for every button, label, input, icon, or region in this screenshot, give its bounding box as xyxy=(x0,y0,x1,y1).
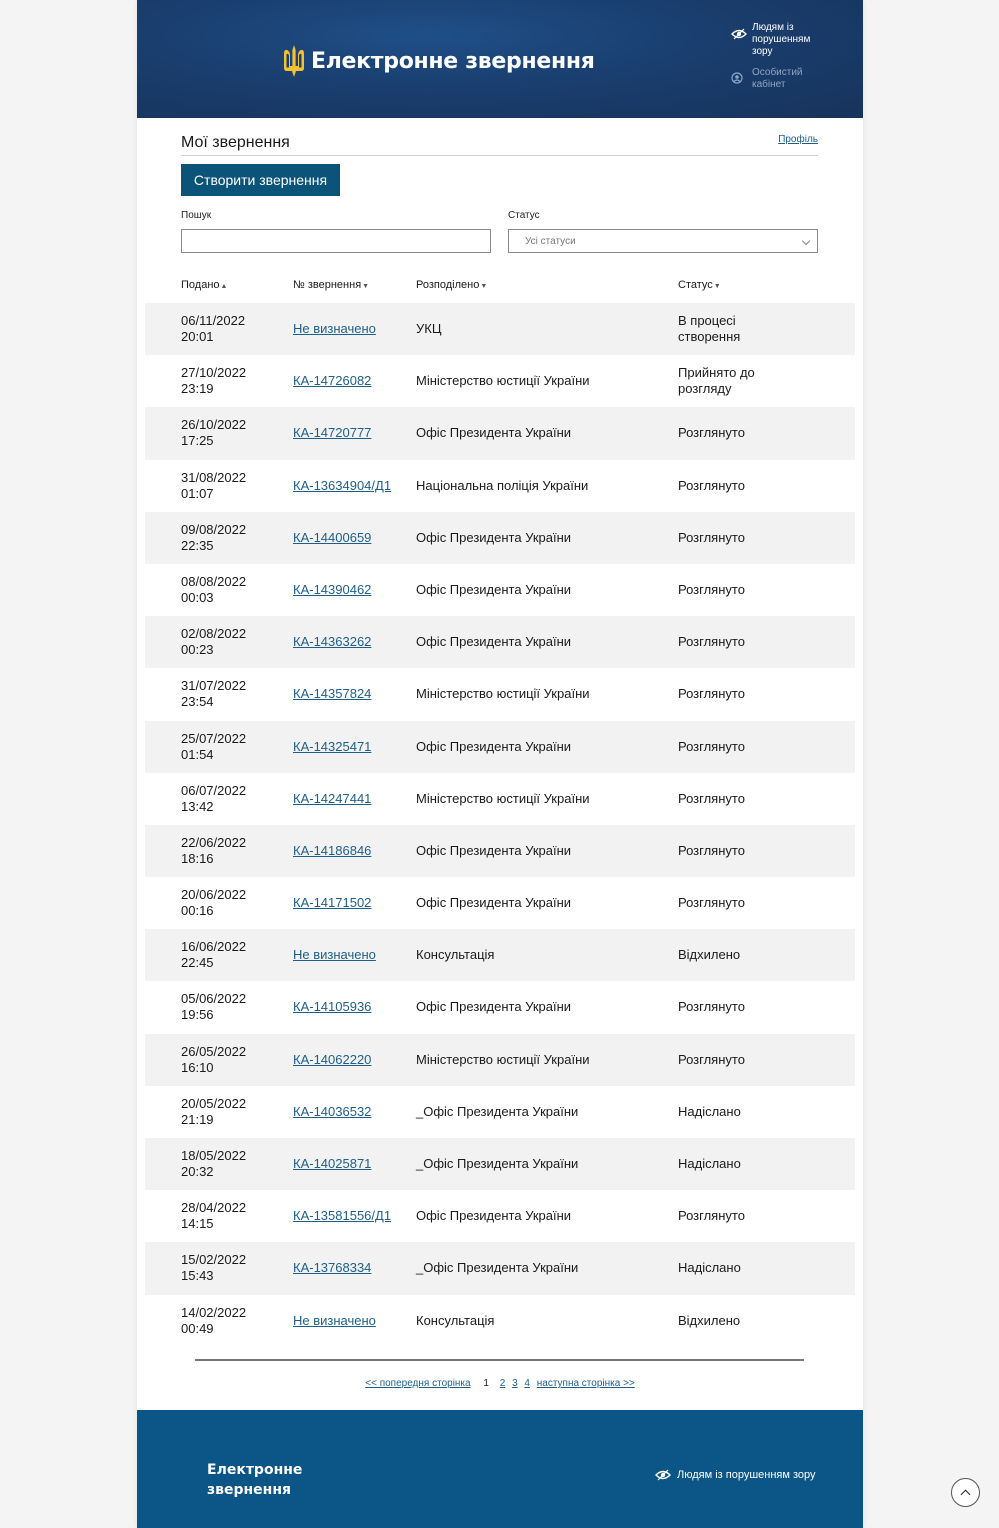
submitted-time: 16:10 xyxy=(181,1059,214,1075)
assigned-org: Офіс Президента України xyxy=(416,1208,572,1224)
appeal-number-link[interactable]: КА-14390462 xyxy=(293,581,372,597)
assigned-org: Офіс Президента України xyxy=(416,529,572,545)
status-cell: Розглянуто xyxy=(678,999,745,1015)
site-header xyxy=(137,0,863,118)
assigned-org: Офіс Президента України xyxy=(416,581,572,597)
appeal-number-link[interactable]: КА-14357824 xyxy=(293,686,372,702)
current-page: 1 xyxy=(483,1378,489,1389)
status-cell: Розглянуто xyxy=(678,738,745,754)
table-header xyxy=(137,279,863,295)
assigned-org: _Офіс Президента України xyxy=(416,1103,579,1119)
table-row xyxy=(145,1295,855,1347)
submitted-cell xyxy=(181,626,271,658)
submitted-cell xyxy=(181,470,271,502)
status-cell: Відхилено xyxy=(678,947,741,963)
submitted-time: 00:16 xyxy=(181,903,214,919)
status-cell: Надіслано xyxy=(678,1156,741,1171)
submitted-date: 08/08/2022 xyxy=(181,573,247,589)
appeal-number-link[interactable]: КА-14400659 xyxy=(293,529,372,545)
eye-icon xyxy=(655,1469,671,1481)
status-cell: Відхилено xyxy=(678,1312,741,1328)
page-container xyxy=(137,0,863,1528)
status-label: Статус xyxy=(508,210,540,221)
footer-a11y-link[interactable] xyxy=(655,1469,816,1481)
assigned-org: Міністерство юстиції України xyxy=(416,373,590,389)
trident-icon xyxy=(283,44,305,78)
status-cell: В процесі створення xyxy=(678,313,741,344)
assigned-org: Офіс Президента України xyxy=(416,634,572,650)
appeal-number-link[interactable]: КА-14062220 xyxy=(293,1051,372,1067)
submitted-cell xyxy=(181,1044,271,1076)
page-title: Мої звернення xyxy=(181,134,290,151)
submitted-date: 05/06/2022 xyxy=(181,991,247,1007)
appeal-number-link[interactable]: КА-14247441 xyxy=(293,790,372,806)
table-row xyxy=(145,721,855,773)
submitted-cell xyxy=(181,365,271,397)
appeal-number-link[interactable]: КА-14720777 xyxy=(293,425,372,441)
submitted-cell xyxy=(181,835,271,867)
table-row xyxy=(145,981,855,1033)
assigned-org: Консультація xyxy=(416,947,495,963)
table-row xyxy=(145,460,855,512)
submitted-time: 22:35 xyxy=(181,537,214,553)
column-header-assigned[interactable]: Розподілено▼ xyxy=(416,279,488,291)
status-cell: Розглянуто xyxy=(678,425,745,441)
submitted-cell xyxy=(181,887,271,919)
submitted-date: 27/10/2022 xyxy=(181,365,247,381)
submitted-date: 20/05/2022 xyxy=(181,1095,247,1111)
submitted-time: 17:25 xyxy=(181,433,214,449)
cabinet-link-label: Особистий кабінет xyxy=(752,67,803,90)
create-appeal-button[interactable]: Створити звернення xyxy=(181,164,340,196)
appeal-number-link[interactable]: КА-14171502 xyxy=(293,895,372,911)
submitted-time: 00:03 xyxy=(181,589,214,605)
site-footer xyxy=(137,1410,863,1528)
status-select-value: Усі статуси xyxy=(525,236,576,247)
prev-page-link[interactable]: << попередня сторінка xyxy=(365,1378,471,1389)
status-cell: Розглянуто xyxy=(678,634,745,650)
appeal-number-link[interactable]: КА-14036532 xyxy=(293,1103,372,1119)
column-header-number[interactable]: № звернення▼ xyxy=(293,279,370,291)
assigned-org: Офіс Президента України xyxy=(416,999,572,1015)
appeal-number-link[interactable]: КА-14363262 xyxy=(293,634,372,650)
assigned-org: Національна поліція України xyxy=(416,477,589,493)
submitted-date: 14/02/2022 xyxy=(181,1304,247,1320)
submitted-date: 06/07/2022 xyxy=(181,782,247,798)
submitted-date: 26/05/2022 xyxy=(181,1043,247,1059)
status-cell: Розглянуто xyxy=(678,1051,745,1067)
submitted-time: 20:01 xyxy=(181,329,214,344)
status-select[interactable] xyxy=(508,229,818,253)
a11y-link-label: Людям із порушенням зору xyxy=(752,22,811,57)
assigned-org: Міністерство юстиції України xyxy=(416,1051,590,1067)
submitted-time: 19:56 xyxy=(181,1007,214,1023)
a11y-link[interactable] xyxy=(731,22,831,58)
submitted-cell xyxy=(181,939,271,971)
appeals-table xyxy=(145,303,855,1347)
submitted-date: 18/05/2022 xyxy=(181,1148,247,1163)
title-row xyxy=(181,130,818,156)
chevron-up-icon xyxy=(961,1490,971,1500)
submitted-cell xyxy=(181,522,271,554)
submitted-time: 00:49 xyxy=(181,1320,214,1336)
table-row xyxy=(145,1190,855,1242)
submitted-time: 20:32 xyxy=(181,1164,214,1179)
submitted-time: 23:19 xyxy=(181,381,214,397)
assigned-org: Міністерство юстиції України xyxy=(416,686,590,702)
submitted-time: 23:54 xyxy=(181,694,214,710)
assigned-org: Офіс Президента України xyxy=(416,738,572,754)
appeal-number-link[interactable]: КА-13634904/Д1 xyxy=(293,477,392,493)
footer-brand[interactable]: Електронне звернення xyxy=(207,1462,303,1498)
assigned-org: УКЦ xyxy=(416,321,442,336)
submitted-date: 28/04/2022 xyxy=(181,1200,247,1216)
submitted-date: 20/06/2022 xyxy=(181,887,247,903)
scroll-to-top-button[interactable] xyxy=(951,1478,980,1507)
submitted-date: 16/06/2022 xyxy=(181,939,247,955)
submitted-date: 06/11/2022 xyxy=(181,313,246,328)
table-row xyxy=(145,303,855,355)
status-cell: Розглянуто xyxy=(678,581,745,597)
table-row xyxy=(145,1086,855,1138)
submitted-time: 15:43 xyxy=(181,1268,214,1284)
submitted-date: 02/08/2022 xyxy=(181,626,247,642)
status-cell: Надіслано xyxy=(678,1260,741,1276)
assigned-org: _Офіс Президента України xyxy=(416,1156,579,1171)
table-row xyxy=(145,564,855,616)
submitted-cell xyxy=(181,731,271,763)
table-row xyxy=(145,616,855,668)
profile-link[interactable]: Профіль xyxy=(778,134,818,145)
submitted-date: 25/07/2022 xyxy=(181,730,247,746)
submitted-cell xyxy=(181,1096,271,1128)
search-label: Пошук xyxy=(181,210,212,221)
pagination-divider xyxy=(195,1359,804,1361)
next-page-link[interactable]: наступна сторінка >> xyxy=(536,1378,635,1389)
submitted-date: 31/07/2022 xyxy=(181,678,247,694)
sort-icon: ▼ xyxy=(362,283,370,290)
submitted-cell xyxy=(181,678,271,710)
pagination xyxy=(137,1378,863,1389)
submitted-time: 00:23 xyxy=(181,642,214,658)
appeal-number-link[interactable]: КА-14726082 xyxy=(293,373,372,389)
column-header-submitted[interactable]: Подано▲ xyxy=(181,279,228,291)
sort-icon: ▼ xyxy=(713,283,721,290)
submitted-date: 26/10/2022 xyxy=(181,417,247,433)
table-row xyxy=(145,1034,855,1086)
submitted-cell xyxy=(181,1305,271,1337)
status-cell: Розглянуто xyxy=(678,529,745,545)
submitted-cell xyxy=(181,417,271,449)
table-row xyxy=(145,773,855,825)
appeal-number-link[interactable]: КА-14105936 xyxy=(293,999,372,1015)
status-cell: Розглянуто xyxy=(678,1208,745,1224)
submitted-time: 01:54 xyxy=(181,746,214,762)
chevron-down-icon xyxy=(802,237,810,245)
appeal-number-link[interactable]: КА-13581556/Д1 xyxy=(293,1208,392,1224)
cabinet-link[interactable] xyxy=(731,67,831,91)
status-cell: Розглянуто xyxy=(678,477,745,493)
page-link-2[interactable]: 2 xyxy=(499,1378,506,1389)
assigned-org: Офіс Президента України xyxy=(416,842,572,858)
site-brand[interactable] xyxy=(283,44,595,78)
assigned-org: Консультація xyxy=(416,1312,495,1328)
table-row xyxy=(145,512,855,564)
table-row xyxy=(145,877,855,929)
submitted-cell xyxy=(181,1148,271,1180)
submitted-time: 22:45 xyxy=(181,955,214,971)
page-link-3[interactable]: 3 xyxy=(512,1378,518,1389)
status-cell: Прийнято до розгляду xyxy=(678,365,755,397)
table-row xyxy=(145,1242,855,1294)
table-row xyxy=(145,929,855,981)
appeal-number-link[interactable]: Не визначено xyxy=(293,947,376,963)
appeal-number-link[interactable]: КА-14025871 xyxy=(293,1156,372,1171)
table-row xyxy=(145,1138,855,1190)
table-row xyxy=(145,355,855,407)
submitted-cell xyxy=(181,313,271,345)
appeal-number-link[interactable]: КА-14186846 xyxy=(293,842,372,858)
assigned-org: _Офіс Президента України xyxy=(416,1260,579,1276)
site-title: Електронне звернення xyxy=(311,48,595,74)
table-row xyxy=(145,668,855,720)
assigned-org: Офіс Президента України xyxy=(416,895,572,911)
assigned-org: Офіс Президента України xyxy=(416,425,572,441)
sort-icon: ▼ xyxy=(480,283,488,290)
user-icon xyxy=(731,72,747,84)
table-row xyxy=(145,407,855,459)
page-link-4[interactable]: 4 xyxy=(524,1378,530,1389)
appeal-number-link[interactable]: Не визначено xyxy=(293,321,376,336)
appeal-number-link[interactable]: Не визначено xyxy=(293,1312,376,1328)
submitted-cell xyxy=(181,783,271,815)
submitted-time: 01:07 xyxy=(181,485,214,501)
submitted-cell xyxy=(181,1200,271,1232)
status-cell: Надіслано xyxy=(678,1103,741,1119)
status-cell: Розглянуто xyxy=(678,686,745,702)
status-cell: Розглянуто xyxy=(678,895,745,911)
submitted-date: 09/08/2022 xyxy=(181,521,247,537)
submitted-time: 13:42 xyxy=(181,798,214,814)
submitted-date: 15/02/2022 xyxy=(181,1252,247,1268)
submitted-time: 14:15 xyxy=(181,1216,214,1232)
footer-a11y-label: Людям із порушенням зору xyxy=(677,1469,816,1481)
eye-icon xyxy=(731,28,747,40)
submitted-cell xyxy=(181,1252,271,1284)
column-header-status[interactable]: Статус▼ xyxy=(678,279,721,291)
submitted-date: 22/06/2022 xyxy=(181,834,247,850)
search-input[interactable] xyxy=(181,229,491,253)
status-cell: Розглянуто xyxy=(678,842,745,858)
submitted-cell xyxy=(181,991,271,1023)
submitted-time: 18:16 xyxy=(181,850,214,866)
status-cell: Розглянуто xyxy=(678,790,745,806)
table-row xyxy=(145,825,855,877)
sort-icon: ▲ xyxy=(220,283,228,290)
submitted-cell xyxy=(181,574,271,606)
assigned-org: Міністерство юстиції України xyxy=(416,790,590,806)
submitted-date: 31/08/2022 xyxy=(181,469,247,485)
appeal-number-link[interactable]: КА-14325471 xyxy=(293,738,372,754)
submitted-time: 21:19 xyxy=(181,1111,214,1127)
appeal-number-link[interactable]: КА-13768334 xyxy=(293,1260,372,1276)
